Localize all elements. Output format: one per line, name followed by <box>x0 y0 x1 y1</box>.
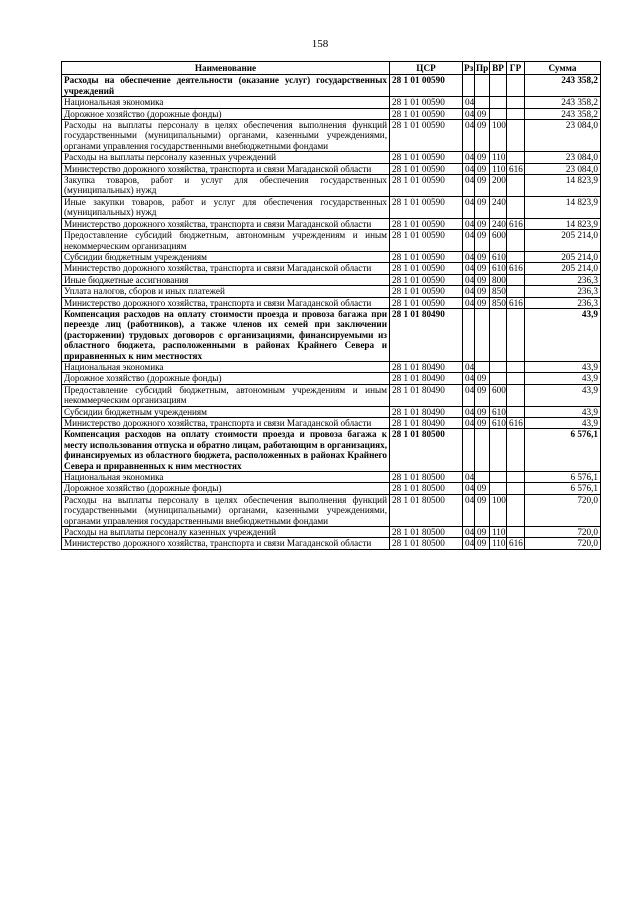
cell-rz: 04 <box>463 274 475 285</box>
column-header-gr: ГР <box>507 62 525 75</box>
cell-sum: 243 358,2 <box>525 75 601 97</box>
cell-sum: 43,9 <box>525 384 601 406</box>
cell-name: Министерство дорожного хозяйства, транспорта и связи Магаданской области <box>62 538 390 549</box>
cell-vr: 600 <box>490 384 507 406</box>
cell-rz: 04 <box>463 97 475 108</box>
cell-vr: 610 <box>490 418 507 429</box>
table-header-row <box>62 62 601 75</box>
cell-rz: 04 <box>463 527 475 538</box>
cell-csr: 28 1 01 00590 <box>390 251 463 262</box>
cell-csr: 28 1 01 00590 <box>390 175 463 197</box>
cell-csr: 28 1 01 80490 <box>390 361 463 372</box>
cell-rz: 04 <box>463 361 475 372</box>
cell-name: Субсидии бюджетным учреждениям <box>62 251 390 262</box>
cell-rz: 04 <box>463 163 475 174</box>
cell-pr: 09 <box>475 108 490 119</box>
cell-gr <box>507 527 525 538</box>
cell-pr: 09 <box>475 406 490 417</box>
cell-gr: 616 <box>507 538 525 549</box>
cell-gr <box>507 472 525 483</box>
cell-vr <box>490 429 507 472</box>
cell-csr: 28 1 01 80500 <box>390 429 463 472</box>
cell-gr: 616 <box>507 297 525 308</box>
cell-gr <box>507 230 525 252</box>
cell-gr <box>507 175 525 197</box>
cell-rz: 04 <box>463 483 475 494</box>
table-row <box>62 406 601 417</box>
cell-csr: 28 1 01 80490 <box>390 418 463 429</box>
cell-csr: 28 1 01 80500 <box>390 494 463 526</box>
cell-pr: 09 <box>475 418 490 429</box>
cell-sum: 6 576,1 <box>525 429 601 472</box>
cell-name: Расходы на выплаты персоналу в целях обеспечения выполнения функций государственными (муниципальными) органами, казенными учреждениями, органами управления государственными внебюджетными фондами <box>62 120 390 152</box>
cell-gr <box>507 97 525 108</box>
cell-csr: 28 1 01 80500 <box>390 527 463 538</box>
cell-rz: 04 <box>463 384 475 406</box>
cell-name: Национальная экономика <box>62 97 390 108</box>
page-number: 158 <box>311 38 329 50</box>
table-row <box>62 418 601 429</box>
cell-gr <box>507 152 525 163</box>
table-row <box>62 163 601 174</box>
cell-sum: 720,0 <box>525 494 601 526</box>
table-body <box>62 75 601 549</box>
cell-vr: 110 <box>490 538 507 549</box>
cell-sum: 205 214,0 <box>525 263 601 274</box>
cell-pr: 09 <box>475 152 490 163</box>
cell-pr: 09 <box>475 230 490 252</box>
cell-vr: 240 <box>490 218 507 229</box>
column-header-vr: ВР <box>490 62 507 75</box>
cell-csr: 28 1 01 00590 <box>390 120 463 152</box>
cell-sum: 43,9 <box>525 406 601 417</box>
cell-rz: 04 <box>463 263 475 274</box>
table-row <box>62 429 601 472</box>
cell-vr <box>490 308 507 361</box>
cell-csr: 28 1 01 00590 <box>390 230 463 252</box>
cell-gr: 616 <box>507 418 525 429</box>
column-header-sum: Сумма <box>525 62 601 75</box>
cell-csr: 28 1 01 80500 <box>390 538 463 549</box>
cell-sum: 720,0 <box>525 527 601 538</box>
cell-name: Министерство дорожного хозяйства, транспорта и связи Магаданской области <box>62 297 390 308</box>
cell-csr: 28 1 01 00590 <box>390 75 463 97</box>
cell-name: Предоставление субсидий бюджетным, автономным учреждениям и иным некоммерческим организациям <box>62 384 390 406</box>
cell-name: Компенсация расходов на оплату стоимости проезда и провоза багажа к месту использования отпуска и обратно лицам, работающим в организациях, финансируемых из областного бюджета, расположенных в районах Крайнего Севера и приравненных к ним местностях <box>62 429 390 472</box>
cell-gr: 616 <box>507 163 525 174</box>
table-row <box>62 97 601 108</box>
cell-sum: 205 214,0 <box>525 230 601 252</box>
cell-csr: 28 1 01 00590 <box>390 152 463 163</box>
cell-pr: 09 <box>475 483 490 494</box>
budget-table <box>61 61 601 550</box>
table-row <box>62 251 601 262</box>
cell-csr: 28 1 01 80500 <box>390 483 463 494</box>
cell-rz: 04 <box>463 196 475 218</box>
cell-vr: 600 <box>490 230 507 252</box>
cell-name: Национальная экономика <box>62 361 390 372</box>
cell-name: Иные бюджетные ассигнования <box>62 274 390 285</box>
cell-rz: 04 <box>463 251 475 262</box>
column-header-pr: Пр <box>476 63 489 73</box>
cell-rz: 04 <box>463 120 475 152</box>
cell-vr: 240 <box>490 196 507 218</box>
cell-gr <box>507 483 525 494</box>
table-row <box>62 120 601 152</box>
cell-rz: 04 <box>463 152 475 163</box>
cell-pr: 09 <box>475 494 490 526</box>
cell-csr: 28 1 01 00590 <box>390 286 463 297</box>
cell-vr <box>490 373 507 384</box>
table-row <box>62 373 601 384</box>
cell-vr <box>490 97 507 108</box>
cell-pr: 09 <box>475 527 490 538</box>
cell-vr: 850 <box>490 297 507 308</box>
cell-pr: 09 <box>475 384 490 406</box>
cell-sum: 6 576,1 <box>525 472 601 483</box>
cell-gr <box>507 406 525 417</box>
cell-gr <box>507 196 525 218</box>
cell-sum: 43,9 <box>525 373 601 384</box>
cell-name: Расходы на выплаты персоналу в целях обеспечения выполнения функций государственными (муниципальными) органами, казенными учреждениями, органами управления государственными внебюджетными фондами <box>62 494 390 526</box>
cell-name: Дорожное хозяйство (дорожные фонды) <box>62 108 390 119</box>
cell-csr: 28 1 01 00590 <box>390 274 463 285</box>
cell-csr: 28 1 01 00590 <box>390 108 463 119</box>
table-row <box>62 152 601 163</box>
cell-name: Национальная экономика <box>62 472 390 483</box>
cell-vr <box>490 75 507 97</box>
cell-name: Закупка товаров, работ и услуг для обеспечения государственных (муниципальных) нужд <box>62 175 390 197</box>
table-row <box>62 230 601 252</box>
column-header-csr: ЦСР <box>390 62 463 75</box>
cell-vr: 610 <box>490 406 507 417</box>
cell-name: Уплата налогов, сборов и иных платежей <box>62 286 390 297</box>
cell-sum: 243 358,2 <box>525 97 601 108</box>
cell-rz: 04 <box>463 538 475 549</box>
cell-rz <box>463 429 475 472</box>
cell-vr: 110 <box>490 527 507 538</box>
cell-pr: 09 <box>475 286 490 297</box>
cell-name: Компенсация расходов на оплату стоимости проезда и провоза багажа при переезде лиц (работников), а также членов их семей при заключении (расторжении) трудовых договоров с организациями, финансируемыми из областного бюджета, расположенными в районах Крайнего Севера и приравненных к ним местностях <box>62 308 390 361</box>
cell-pr <box>475 361 490 372</box>
cell-sum: 720,0 <box>525 538 601 549</box>
cell-name: Дорожное хозяйство (дорожные фонды) <box>62 373 390 384</box>
cell-rz: 04 <box>463 418 475 429</box>
cell-rz <box>463 308 475 361</box>
cell-gr: 616 <box>507 263 525 274</box>
cell-sum: 236,3 <box>525 286 601 297</box>
cell-gr <box>507 120 525 152</box>
table-row <box>62 75 601 97</box>
cell-rz <box>463 75 475 97</box>
cell-sum: 23 084,0 <box>525 120 601 152</box>
cell-sum: 14 823,9 <box>525 196 601 218</box>
cell-gr <box>507 274 525 285</box>
cell-rz: 04 <box>463 218 475 229</box>
cell-pr: 09 <box>475 196 490 218</box>
table-row <box>62 286 601 297</box>
cell-csr: 28 1 01 80490 <box>390 384 463 406</box>
cell-vr <box>490 108 507 119</box>
cell-pr: 09 <box>475 274 490 285</box>
cell-vr: 110 <box>490 152 507 163</box>
cell-pr <box>475 472 490 483</box>
cell-sum: 14 823,9 <box>525 218 601 229</box>
cell-sum: 236,3 <box>525 297 601 308</box>
cell-vr: 100 <box>490 494 507 526</box>
cell-pr: 09 <box>475 373 490 384</box>
cell-name: Иные закупки товаров, работ и услуг для обеспечения государственных (муниципальных) нужд <box>62 196 390 218</box>
cell-pr: 09 <box>475 175 490 197</box>
table-row <box>62 218 601 229</box>
table-row <box>62 384 601 406</box>
cell-pr <box>475 429 490 472</box>
table-row <box>62 108 601 119</box>
cell-vr <box>490 483 507 494</box>
cell-rz: 04 <box>463 373 475 384</box>
cell-rz: 04 <box>463 286 475 297</box>
cell-pr: 09 <box>475 120 490 152</box>
cell-csr: 28 1 01 80500 <box>390 472 463 483</box>
cell-csr: 28 1 01 80490 <box>390 373 463 384</box>
cell-vr <box>490 472 507 483</box>
table-row <box>62 494 601 526</box>
cell-pr: 09 <box>475 297 490 308</box>
cell-pr <box>475 97 490 108</box>
table-row <box>62 274 601 285</box>
cell-vr <box>490 361 507 372</box>
cell-vr: 200 <box>490 175 507 197</box>
cell-gr <box>507 75 525 97</box>
cell-rz: 04 <box>463 494 475 526</box>
cell-vr: 800 <box>490 274 507 285</box>
cell-gr <box>507 373 525 384</box>
cell-sum: 14 823,9 <box>525 175 601 197</box>
cell-gr <box>507 384 525 406</box>
cell-pr: 09 <box>475 263 490 274</box>
table-row <box>62 196 601 218</box>
cell-sum: 205 214,0 <box>525 251 601 262</box>
cell-name: Расходы на выплаты персоналу казенных учреждений <box>62 152 390 163</box>
table-row <box>62 297 601 308</box>
cell-pr: 09 <box>475 218 490 229</box>
cell-sum: 23 084,0 <box>525 163 601 174</box>
cell-rz: 04 <box>463 406 475 417</box>
column-header-rz: Рз <box>464 63 474 73</box>
table-row <box>62 263 601 274</box>
cell-csr: 28 1 01 80490 <box>390 308 463 361</box>
cell-gr: 616 <box>507 218 525 229</box>
table-row <box>62 483 601 494</box>
cell-gr <box>507 308 525 361</box>
cell-rz: 04 <box>463 472 475 483</box>
cell-name: Министерство дорожного хозяйства, транспорта и связи Магаданской области <box>62 418 390 429</box>
cell-csr: 28 1 01 00590 <box>390 297 463 308</box>
cell-csr: 28 1 01 00590 <box>390 218 463 229</box>
cell-rz: 04 <box>463 108 475 119</box>
cell-csr: 28 1 01 80490 <box>390 406 463 417</box>
table-row <box>62 527 601 538</box>
cell-name: Расходы на обеспечение деятельности (оказание услуг) государственных учреждений <box>62 75 390 97</box>
cell-rz: 04 <box>463 230 475 252</box>
cell-sum: 243 358,2 <box>525 108 601 119</box>
cell-vr: 850 <box>490 286 507 297</box>
cell-name: Министерство дорожного хозяйства, транспорта и связи Магаданской области <box>62 263 390 274</box>
cell-name: Субсидии бюджетным учреждениям <box>62 406 390 417</box>
cell-sum: 43,9 <box>525 308 601 361</box>
cell-gr <box>507 361 525 372</box>
cell-gr <box>507 286 525 297</box>
cell-name: Дорожное хозяйство (дорожные фонды) <box>62 483 390 494</box>
cell-pr: 09 <box>475 251 490 262</box>
cell-rz: 04 <box>463 297 475 308</box>
cell-sum: 43,9 <box>525 418 601 429</box>
cell-sum: 6 576,1 <box>525 483 601 494</box>
cell-sum: 23 084,0 <box>525 152 601 163</box>
cell-sum: 236,3 <box>525 274 601 285</box>
cell-pr <box>475 75 490 97</box>
cell-pr <box>475 308 490 361</box>
cell-csr: 28 1 01 00590 <box>390 97 463 108</box>
table-row <box>62 308 601 361</box>
cell-csr: 28 1 01 00590 <box>390 163 463 174</box>
cell-name: Расходы на выплаты персоналу казенных учреждений <box>62 527 390 538</box>
cell-gr <box>507 494 525 526</box>
table-row <box>62 175 601 197</box>
cell-vr: 110 <box>490 163 507 174</box>
cell-csr: 28 1 01 00590 <box>390 196 463 218</box>
cell-rz: 04 <box>463 175 475 197</box>
cell-pr: 09 <box>475 163 490 174</box>
cell-name: Министерство дорожного хозяйства, транспорта и связи Магаданской области <box>62 163 390 174</box>
column-header-name: Наименование <box>62 62 390 75</box>
table-row <box>62 361 601 372</box>
cell-name: Предоставление субсидий бюджетным, автономным учреждениям и иным некоммерческим организациям <box>62 230 390 252</box>
cell-vr: 610 <box>490 251 507 262</box>
cell-vr: 610 <box>490 263 507 274</box>
cell-vr: 100 <box>490 120 507 152</box>
table-row <box>62 472 601 483</box>
cell-gr <box>507 108 525 119</box>
cell-gr <box>507 251 525 262</box>
cell-gr <box>507 429 525 472</box>
cell-name: Министерство дорожного хозяйства, транспорта и связи Магаданской области <box>62 218 390 229</box>
cell-csr: 28 1 01 00590 <box>390 263 463 274</box>
table-row <box>62 538 601 549</box>
cell-sum: 43,9 <box>525 361 601 372</box>
cell-pr: 09 <box>475 538 490 549</box>
